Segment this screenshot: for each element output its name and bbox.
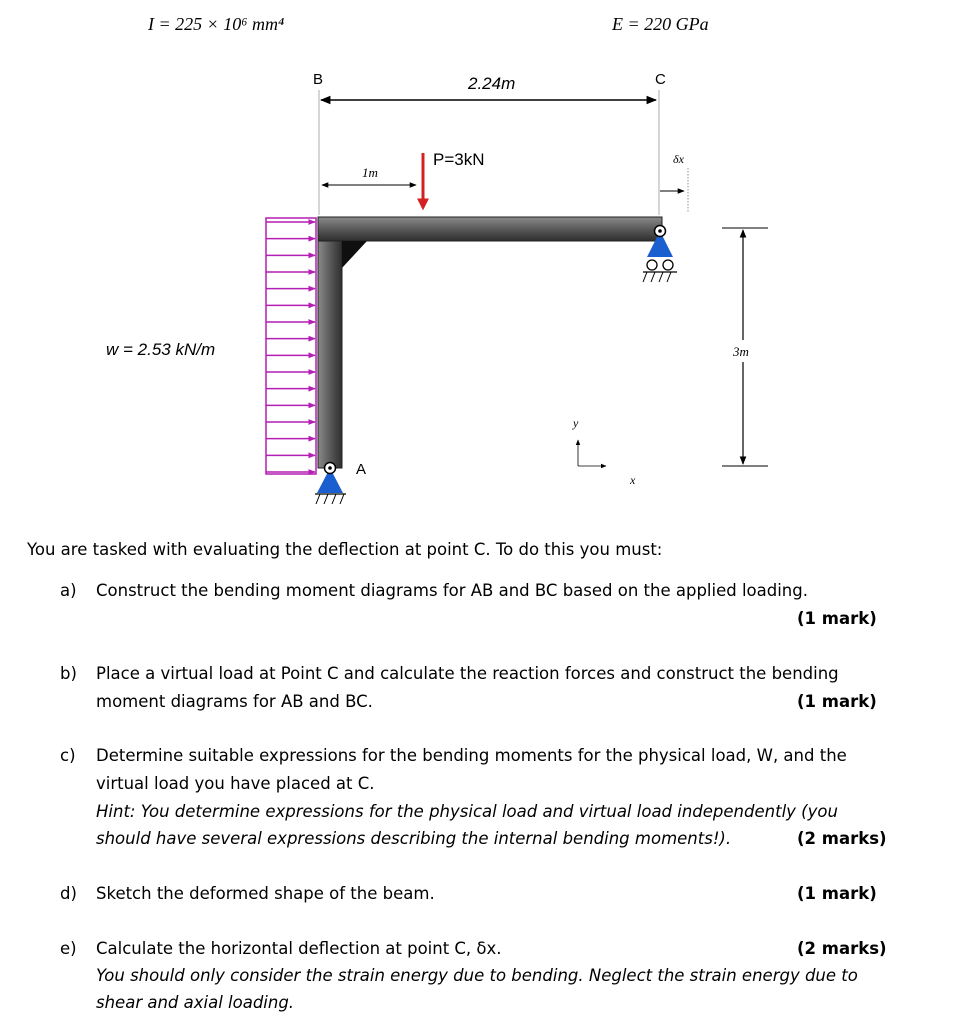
distributed-load-box	[266, 218, 316, 474]
item-e-mark: (2 marks)	[797, 939, 887, 958]
item-b-line-2: moment diagrams for AB and BC.	[96, 692, 373, 711]
distributed-load-arrows	[266, 222, 315, 472]
item-d-text: Sketch the deformed shape of the beam.	[96, 884, 435, 903]
delta-x-label: δx	[673, 152, 684, 166]
item-c-hint-1: Hint: You determine expressions for the physical load and virtual load independently (you	[96, 802, 838, 821]
elastic-modulus: E = 220 GPa	[612, 14, 709, 34]
span-bc-label: 2.24m	[468, 74, 516, 93]
beam-bc	[318, 217, 662, 241]
label-a: A	[356, 461, 367, 478]
dist-1m-label: 1m	[362, 165, 378, 180]
column-ab	[318, 241, 342, 468]
label-b: B	[313, 71, 324, 88]
item-c-line-2: virtual load you have placed at C.	[96, 774, 375, 793]
item-a-letter: a)	[60, 581, 77, 600]
distributed-load-label: w = 2.53 kN/m	[106, 340, 216, 359]
moment-of-inertia: I = 225 × 10⁶ mm⁴	[148, 14, 285, 34]
task-intro: You are tasked with evaluating the deflection at point C. To do this you must:	[27, 540, 663, 559]
corner-gusset	[342, 241, 367, 268]
pin-support-a	[315, 463, 346, 505]
label-c: C	[655, 71, 666, 88]
item-e-text: Calculate the horizontal deflection at point C, δx.	[96, 939, 502, 958]
height-ab-label: 3m	[733, 344, 749, 359]
item-c-letter: c)	[60, 746, 76, 765]
axis-x-label: x	[630, 473, 636, 487]
item-a-text: Construct the bending moment diagrams for AB and BC based on the applied loading.	[96, 581, 808, 600]
item-c-hint-2: should have several expressions describing the internal bending moments!).	[96, 829, 732, 848]
point-load-label: P=3kN	[433, 150, 485, 169]
item-d-letter: d)	[60, 884, 77, 903]
item-d-mark: (1 mark)	[797, 884, 877, 903]
item-c-line-1: Determine suitable expressions for the bending moments for the physical load, W, and the	[96, 746, 847, 765]
item-c-mark: (2 marks)	[797, 829, 887, 848]
axis-y-label: y	[573, 416, 579, 430]
item-e-letter: e)	[60, 939, 77, 958]
item-b-mark: (1 mark)	[797, 692, 877, 711]
item-a-mark: (1 mark)	[797, 609, 877, 628]
item-b-line-1: Place a virtual load at Point C and calculate the reaction forces and construct the bending	[96, 664, 839, 683]
item-e-note-2: shear and axial loading.	[96, 993, 295, 1012]
coordinate-axes	[578, 440, 606, 466]
item-b-letter: b)	[60, 664, 77, 683]
item-e-note-1: You should only consider the strain energy due to bending. Neglect the strain energy due to	[96, 966, 858, 985]
